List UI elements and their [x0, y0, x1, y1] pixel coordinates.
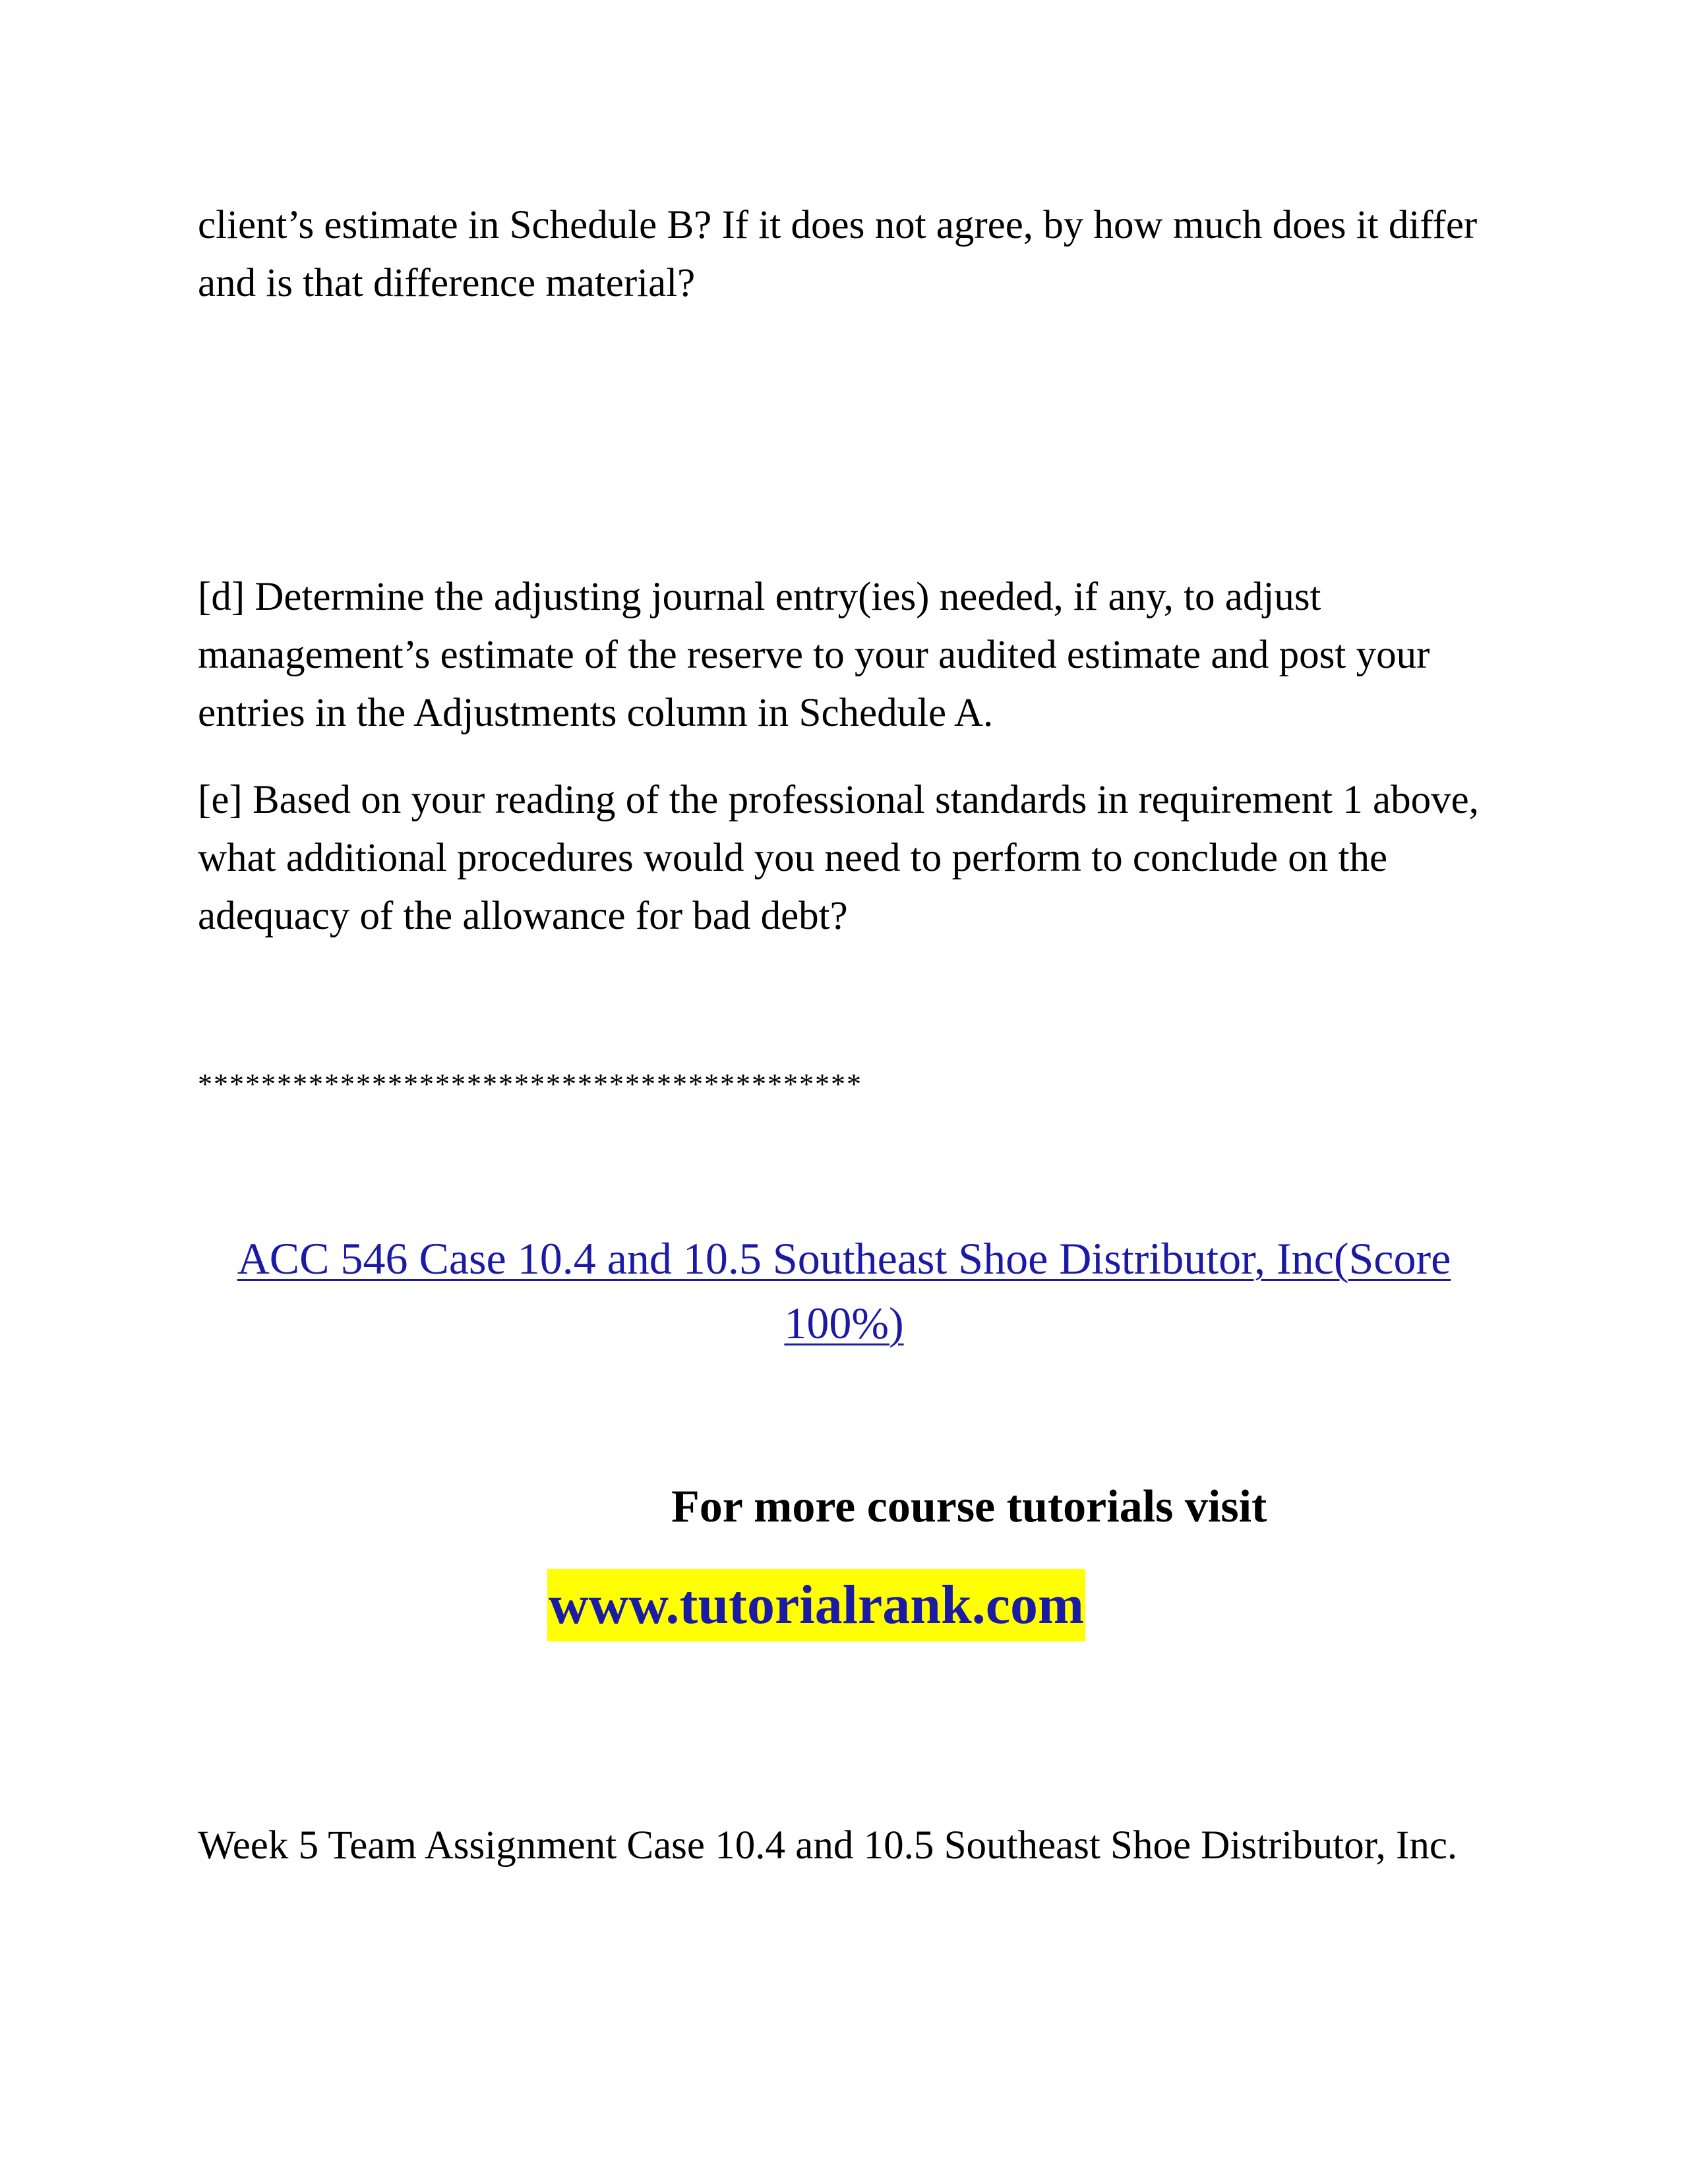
course-title-link[interactable]: ACC 546 Case 10.4 and 10.5 Southeast Shoe Distributor, Inc(Score 100%): [237, 1233, 1451, 1348]
website-link[interactable]: www.tutorialrank.com: [547, 1569, 1085, 1641]
separator-line: ******************************************: [198, 1068, 862, 1100]
next-assignment-title: Week 5 Team Assignment Case 10.4 and 10.5 Southeast Shoe Distributor, Inc.: [198, 1823, 1458, 1868]
paragraph-c-continuation: client’s estimate in Schedule B? If it does not agree, by how much does it differ and is that difference material?: [198, 203, 1478, 305]
paragraph-d: [d] Determine the adjusting journal entry(ies) needed, if any, to adjust management’s estimate of the reserve to your audited estimate and post your entries in the Adjustments column in Schedule A.: [198, 575, 1430, 735]
visit-prompt: For more course tutorials visit: [671, 1481, 1267, 1532]
paragraph-e: [e] Based on your reading of the professional standards in requirement 1 above, what additional procedures would you need to perform to conclude on the adequacy of the allowance for bad debt?: [198, 778, 1479, 938]
